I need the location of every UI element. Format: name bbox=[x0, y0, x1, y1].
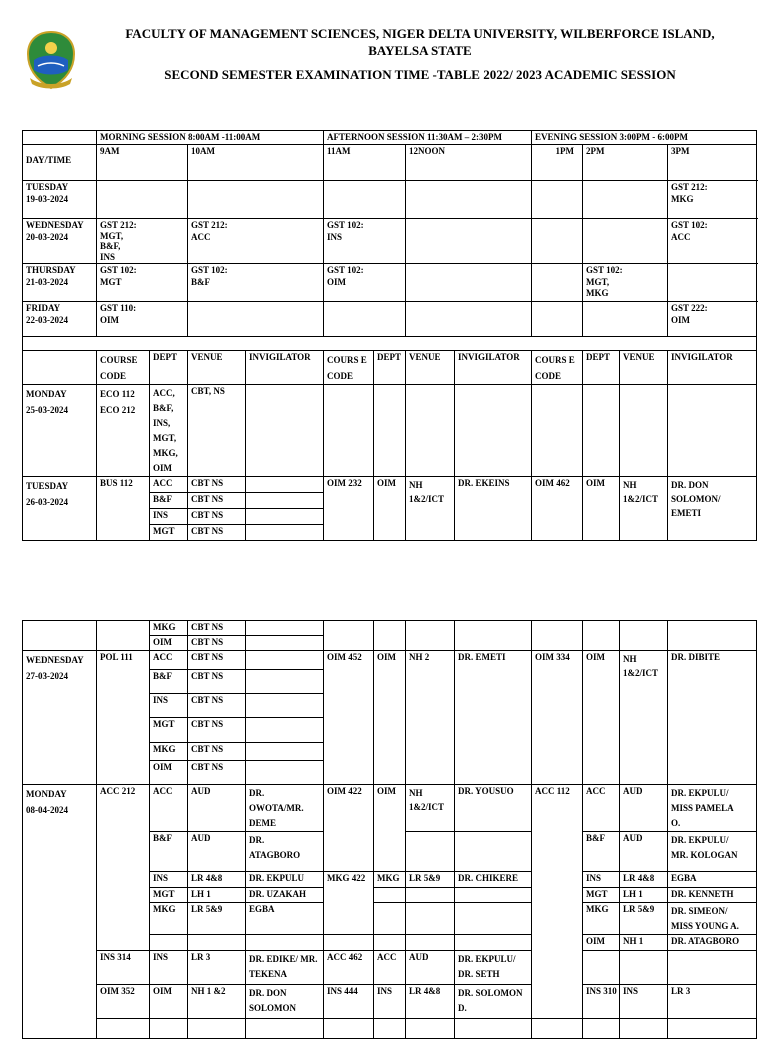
course-code-cell: ACC 212 bbox=[97, 785, 150, 951]
dept-cell: MKG bbox=[150, 621, 188, 636]
venue-cell: CBT, NS bbox=[188, 385, 246, 477]
exam-cell: GST 102: MGT bbox=[97, 264, 188, 302]
exam-cell: GST 102: INS bbox=[324, 219, 406, 264]
dept-cell: ACC bbox=[374, 951, 406, 985]
date-label: 20-03-2024 bbox=[26, 231, 68, 242]
university-crest-icon bbox=[24, 30, 78, 90]
dept-cell: OIM bbox=[583, 935, 620, 951]
dept-cell: INS bbox=[620, 985, 668, 1019]
venue-cell: CBT NS bbox=[188, 493, 246, 509]
exam-cell bbox=[583, 302, 668, 337]
course-code-cell: INS 314 bbox=[97, 951, 150, 985]
invigilator-cell: DR. EMETI bbox=[455, 651, 532, 785]
dept-cell: MGT bbox=[583, 888, 620, 903]
column-header: DEPT bbox=[150, 351, 188, 385]
exam-cell: GST 212: ACC bbox=[188, 219, 324, 264]
venue-cell: NH 1 &2 bbox=[188, 985, 246, 1019]
course-code-cell: ACC 462 bbox=[324, 951, 374, 985]
course-code-cell: INS 310 bbox=[583, 985, 620, 1019]
venue-cell: CBT NS bbox=[188, 477, 246, 493]
dept-cell: OIM bbox=[150, 636, 188, 651]
venue-cell: LR 5&9 bbox=[188, 903, 246, 935]
course-code-cell: OIM 422 bbox=[324, 785, 374, 872]
document-header bbox=[0, 0, 768, 100]
venue-cell: LR 4&8 bbox=[620, 872, 668, 888]
venue-cell: NH 2 bbox=[406, 651, 455, 785]
venue-cell: NH 1 bbox=[620, 935, 668, 951]
date-label: 21-03-2024 bbox=[26, 276, 68, 287]
invigilator-cell: DR. EDIKE/ MR. TEKENA bbox=[246, 951, 324, 985]
table-row bbox=[23, 302, 757, 337]
date-label: 08-04-2024 bbox=[26, 805, 68, 815]
time-11am: 11AM bbox=[324, 145, 406, 181]
day-label: WEDNESDAY bbox=[26, 220, 84, 230]
invigilator-cell: DR. ATAGBORO bbox=[668, 935, 757, 951]
venue-cell: CBT NS bbox=[188, 525, 246, 541]
course-code-cell: OIM 232 bbox=[324, 477, 374, 541]
invigilator-cell: DR. OWOTA/MR. DEME bbox=[246, 785, 324, 832]
invigilator-cell: EGBA bbox=[246, 903, 324, 935]
venue-cell: CBT NS bbox=[188, 509, 246, 525]
afternoon-session-label: AFTERNOON SESSION 11:30AM – 2:30PM bbox=[324, 131, 532, 145]
exam-cell: GST 212: MKG bbox=[668, 181, 757, 219]
dept-cell: OIM bbox=[374, 477, 406, 541]
dept-cell: MKG bbox=[374, 872, 406, 888]
faculty-title: FACULTY OF MANAGEMENT SCIENCES, NIGER DELTA UNIVERSITY, WILBERFORCE ISLAND, bbox=[125, 26, 715, 41]
course-code-cell: OIM 352 bbox=[97, 985, 150, 1019]
exam-cell: GST 110: OIM bbox=[97, 302, 188, 337]
invigilator-cell: DR. SIMEON/ MISS YOUNG A. bbox=[668, 903, 757, 935]
exam-cell bbox=[188, 302, 324, 337]
column-header: COURS E CODE bbox=[532, 351, 583, 385]
venue-cell: CBT NS bbox=[188, 694, 246, 718]
dept-cell: ACC bbox=[150, 785, 188, 832]
dept-cell: B&F bbox=[150, 493, 188, 509]
day-label: TUESDAY bbox=[26, 481, 69, 491]
time-9am: 9AM bbox=[97, 145, 188, 181]
dept-cell: OIM bbox=[150, 761, 188, 785]
venue-cell: CBT NS bbox=[188, 670, 246, 694]
exam-cell bbox=[324, 181, 406, 219]
exam-cell: GST 102: OIM bbox=[324, 264, 406, 302]
invigilator-cell: DR. DON SOLOMON bbox=[246, 985, 324, 1019]
table-row bbox=[23, 785, 757, 832]
time-10am: 10AM bbox=[188, 145, 324, 181]
column-header: COURSE CODE bbox=[97, 351, 150, 385]
dept-cell: INS bbox=[150, 694, 188, 718]
dept-cell: INS bbox=[583, 872, 620, 888]
dept-cell: INS bbox=[150, 872, 188, 888]
venue-cell: CBT NS bbox=[188, 761, 246, 785]
column-header: DEPT bbox=[374, 351, 406, 385]
column-header-row bbox=[23, 351, 757, 385]
state-title: BAYELSA STATE bbox=[368, 43, 472, 58]
venue-cell: AUD bbox=[620, 785, 668, 832]
course-code-cell: ACC 112 bbox=[532, 785, 583, 1019]
column-header: DEPT bbox=[583, 351, 620, 385]
venue-cell: AUD bbox=[406, 951, 455, 985]
venue-cell: LR 5&9 bbox=[620, 903, 668, 935]
venue-cell: LR 4&8 bbox=[188, 872, 246, 888]
dept-cell: MKG bbox=[583, 903, 620, 935]
dept-cell: MGT bbox=[150, 525, 188, 541]
invigilator-cell: DR. EKPULU/ MR. KOLOGAN bbox=[668, 832, 757, 872]
table-row bbox=[23, 181, 757, 219]
dept-cell: OIM bbox=[374, 651, 406, 785]
exam-cell: GST 102: MGT, MKG bbox=[583, 264, 668, 302]
time-2pm: 2PM bbox=[583, 145, 668, 181]
invigilator-cell: DR. KENNETH bbox=[668, 888, 757, 903]
course-code-cell: OIM 452 bbox=[324, 651, 374, 785]
column-header: INVIGILATOR bbox=[668, 351, 757, 385]
dept-cell: ACC, B&F, INS, MGT, MKG, OIM bbox=[150, 385, 188, 477]
date-label: 22-03-2024 bbox=[26, 314, 68, 325]
venue-cell: LH 1 bbox=[620, 888, 668, 903]
venue-cell: LR 3 bbox=[188, 951, 246, 985]
invigilator-cell: DR. EKPULU/ MISS PAMELA O. bbox=[668, 785, 757, 832]
table-row bbox=[23, 385, 757, 477]
table-row bbox=[23, 264, 757, 302]
course-code-cell: MKG 422 bbox=[324, 872, 374, 935]
invigilator-cell: DR. EKPULU bbox=[246, 872, 324, 888]
course-code-cell: BUS 112 bbox=[97, 477, 150, 541]
venue-cell: NH 1&2/ICT bbox=[620, 477, 668, 541]
dept-cell: ACC bbox=[150, 477, 188, 493]
venue-cell: CBT NS bbox=[188, 718, 246, 743]
invigilator-cell: DR. UZAKAH bbox=[246, 888, 324, 903]
dept-cell: OIM bbox=[583, 651, 620, 785]
table-row bbox=[23, 651, 757, 670]
venue-cell: LR 3 bbox=[668, 985, 757, 1019]
column-header: INVIGILATOR bbox=[455, 351, 532, 385]
invigilator-cell: DR. DIBITE bbox=[668, 651, 757, 785]
course-code-cell: INS 444 bbox=[324, 985, 374, 1019]
exam-cell: GST 102: B&F bbox=[188, 264, 324, 302]
venue-cell: AUD bbox=[620, 832, 668, 872]
dept-cell: INS bbox=[374, 985, 406, 1019]
day-label: MONDAY bbox=[26, 389, 67, 399]
exam-cell bbox=[668, 264, 757, 302]
dept-cell: MGT bbox=[150, 718, 188, 743]
timetable-title: SECOND SEMESTER EXAMINATION TIME -TABLE 2022/ 2023 ACADEMIC SESSION bbox=[164, 67, 676, 82]
exam-cell bbox=[324, 302, 406, 337]
venue-cell: CBT NS bbox=[188, 651, 246, 670]
day-time-label: DAY/TIME bbox=[23, 145, 97, 181]
course-code-cell: OIM 462 bbox=[532, 477, 583, 541]
dept-cell: OIM bbox=[150, 985, 188, 1019]
venue-cell: CBT NS bbox=[188, 743, 246, 761]
time-3pm: 3PM bbox=[668, 145, 757, 181]
date-label: 26-03-2024 bbox=[26, 497, 68, 507]
date-label: 19-03-2024 bbox=[26, 193, 68, 204]
column-header: INVIGILATOR bbox=[246, 351, 324, 385]
day-label: TUESDAY bbox=[26, 182, 69, 192]
time-1pm: 1PM bbox=[532, 145, 583, 181]
day-label: THURSDAY bbox=[26, 265, 76, 275]
exam-cell bbox=[97, 181, 188, 219]
day-label: FRIDAY bbox=[26, 303, 61, 313]
time-12noon: 12NOON bbox=[406, 145, 532, 181]
invigilator-cell: EGBA bbox=[668, 872, 757, 888]
table-row bbox=[23, 477, 757, 493]
venue-cell: LR 5&9 bbox=[406, 872, 455, 888]
venue-cell: CBT NS bbox=[188, 621, 246, 636]
column-header: VENUE bbox=[406, 351, 455, 385]
exam-cell bbox=[583, 181, 668, 219]
invigilator-cell: DR. EKPULU/ DR. SETH bbox=[455, 951, 532, 985]
day-label: WEDNESDAY bbox=[26, 655, 84, 665]
exam-cell bbox=[188, 181, 324, 219]
exam-cell: GST 222: OIM bbox=[668, 302, 757, 337]
invigilator-cell: DR. CHIKERE bbox=[455, 872, 532, 888]
dept-cell: B&F bbox=[583, 832, 620, 872]
venue-cell: NH 1&2/ICT bbox=[620, 651, 668, 785]
date-label: 25-03-2024 bbox=[26, 405, 68, 415]
venue-cell: CBT NS bbox=[188, 636, 246, 651]
spacer-row bbox=[23, 337, 757, 351]
invigilator-cell: DR. DON SOLOMON/ EMETI bbox=[668, 477, 757, 541]
invigilator-cell: DR. YOUSUO bbox=[455, 785, 532, 832]
dept-cell: INS bbox=[150, 951, 188, 985]
dept-cell: ACC bbox=[583, 785, 620, 832]
evening-session-label: EVENING SESSION 3:00PM - 6:00PM bbox=[532, 131, 757, 145]
column-header: VENUE bbox=[620, 351, 668, 385]
date-label: 27-03-2024 bbox=[26, 671, 68, 681]
dept-cell: MKG bbox=[150, 903, 188, 935]
table-row bbox=[23, 219, 757, 264]
dept-cell: B&F bbox=[150, 832, 188, 872]
venue-cell: LH 1 bbox=[188, 888, 246, 903]
dept-cell: MKG bbox=[150, 743, 188, 761]
timetable-first-week bbox=[22, 130, 757, 541]
dept-cell: INS bbox=[150, 509, 188, 525]
venue-cell: NH 1&2/ICT bbox=[406, 785, 455, 832]
course-code-cell: ECO 112 ECO 212 bbox=[97, 385, 150, 477]
morning-session-label: MORNING SESSION 8:00AM -11:00AM bbox=[97, 131, 324, 145]
exam-cell bbox=[583, 219, 668, 264]
venue-cell: NH 1&2/ICT bbox=[406, 477, 455, 541]
venue-cell: LR 4&8 bbox=[406, 985, 455, 1019]
dept-cell: OIM bbox=[374, 785, 406, 872]
timetable-second-week bbox=[22, 620, 757, 1039]
venue-cell: AUD bbox=[188, 785, 246, 832]
exam-cell: GST 212: MGT, B&F, INS bbox=[97, 219, 188, 264]
dept-cell: OIM bbox=[583, 477, 620, 541]
exam-cell: GST 102: ACC bbox=[668, 219, 757, 264]
invigilator-cell: DR. ATAGBORO bbox=[246, 832, 324, 872]
invigilator-cell: DR. SOLOMON D. bbox=[455, 985, 532, 1019]
invigilator-cell: DR. EKEINS bbox=[455, 477, 532, 541]
dept-cell: ACC bbox=[150, 651, 188, 670]
venue-cell: AUD bbox=[188, 832, 246, 872]
column-header: VENUE bbox=[188, 351, 246, 385]
course-code-cell: POL 111 bbox=[97, 651, 150, 785]
dept-cell: B&F bbox=[150, 670, 188, 694]
column-header: COURS E CODE bbox=[324, 351, 374, 385]
dept-cell: MGT bbox=[150, 888, 188, 903]
day-label: MONDAY bbox=[26, 789, 67, 799]
course-code-cell: OIM 334 bbox=[532, 651, 583, 785]
